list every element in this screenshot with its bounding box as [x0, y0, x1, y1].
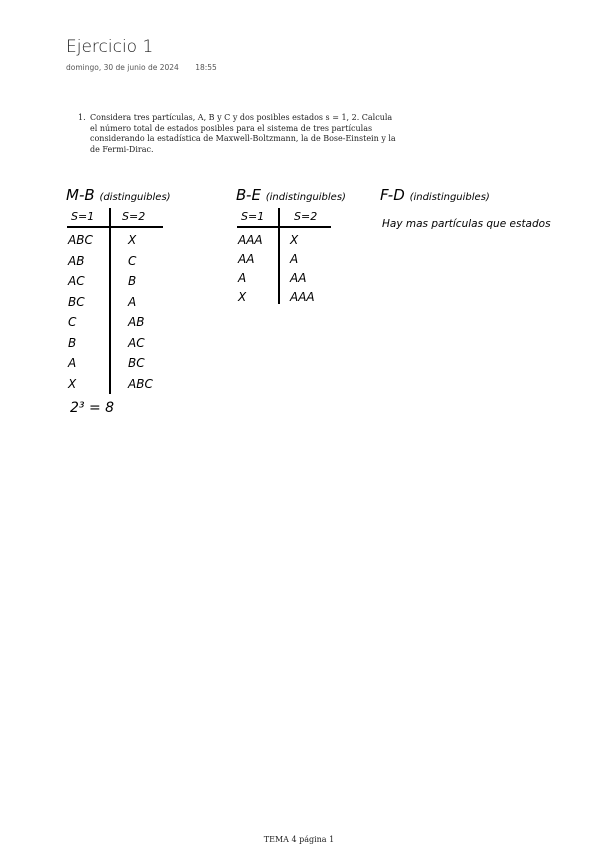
page-timestamp	[66, 63, 217, 72]
mb-row-1-s2: X	[128, 233, 137, 247]
be-row-2-s2: A	[290, 252, 299, 266]
mb-row-7-s1: A	[68, 356, 77, 370]
be-header-rule	[237, 226, 331, 228]
mb-row-5-s2: AB	[128, 315, 145, 329]
mb-result: 2³ = 8	[70, 400, 115, 416]
mb-row-8-s1: X	[68, 376, 77, 391]
exercise-statement	[78, 113, 396, 155]
page-date: domingo, 30 de junio de 2024	[66, 63, 179, 72]
mb-column-divider	[109, 208, 111, 394]
mb-heading	[66, 186, 171, 204]
fd-remark: Hay mas partículas que estados	[382, 218, 551, 230]
be-row-4-s1: X	[238, 290, 247, 304]
be-row-1-s2: X	[290, 233, 299, 247]
page-footer: TEMA 4 página 1	[263, 835, 335, 844]
mb-col1-header: S=1	[71, 210, 95, 223]
fd-heading-label: F-D	[380, 186, 405, 204]
mb-row-6-s1: B	[68, 335, 77, 350]
mb-heading-label: M-B	[66, 186, 95, 204]
exercise-text: Considera tres partículas, A, B y C y dos posibles estados s = 1, 2. Calcula el número total de estados posibles para el sistema de tres partículas considerando la estadística de Maxwell-Boltzmann, la de Bose-Einstein y la de Fermi-Dirac.	[90, 113, 396, 154]
mb-qualifier: (distinguibles)	[99, 192, 171, 203]
mb-row-4-s2: A	[128, 294, 137, 309]
mb-row-2-s2: C	[128, 253, 137, 268]
fd-qualifier: (indistinguibles)	[409, 192, 490, 203]
fd-heading	[380, 186, 490, 204]
mb-row-5-s1: C	[68, 315, 77, 329]
be-heading-label: B-E	[236, 186, 261, 204]
mb-header-rule	[67, 226, 163, 228]
mb-row-3-s2: B	[128, 274, 137, 288]
mb-row-2-s1: AB	[68, 253, 85, 268]
be-col1-header: S=1	[241, 210, 265, 223]
be-col2-header: S=2	[294, 210, 318, 223]
page-time: 18:55	[195, 63, 217, 72]
be-column-divider	[278, 208, 280, 304]
be-qualifier: (indistinguibles)	[265, 192, 346, 203]
mb-row-8-s2: ABC	[128, 376, 153, 391]
be-row-1-s1: AAA	[238, 233, 263, 247]
be-row-2-s1: AA	[238, 252, 255, 266]
be-row-3-s2: AA	[290, 271, 307, 285]
be-row-3-s1: A	[238, 271, 247, 285]
exercise-number: 1.	[78, 113, 86, 122]
page-title: Ejercicio 1	[66, 37, 154, 57]
mb-row-1-s1: ABC	[68, 233, 93, 247]
mb-row-3-s1: AC	[68, 274, 85, 288]
be-row-4-s2: AAA	[290, 290, 315, 304]
mb-col2-header: S=2	[122, 210, 146, 223]
mb-row-4-s1: BC	[68, 294, 85, 309]
be-heading	[236, 186, 346, 204]
mb-row-7-s2: BC	[128, 356, 145, 370]
mb-row-6-s2: AC	[128, 335, 145, 350]
